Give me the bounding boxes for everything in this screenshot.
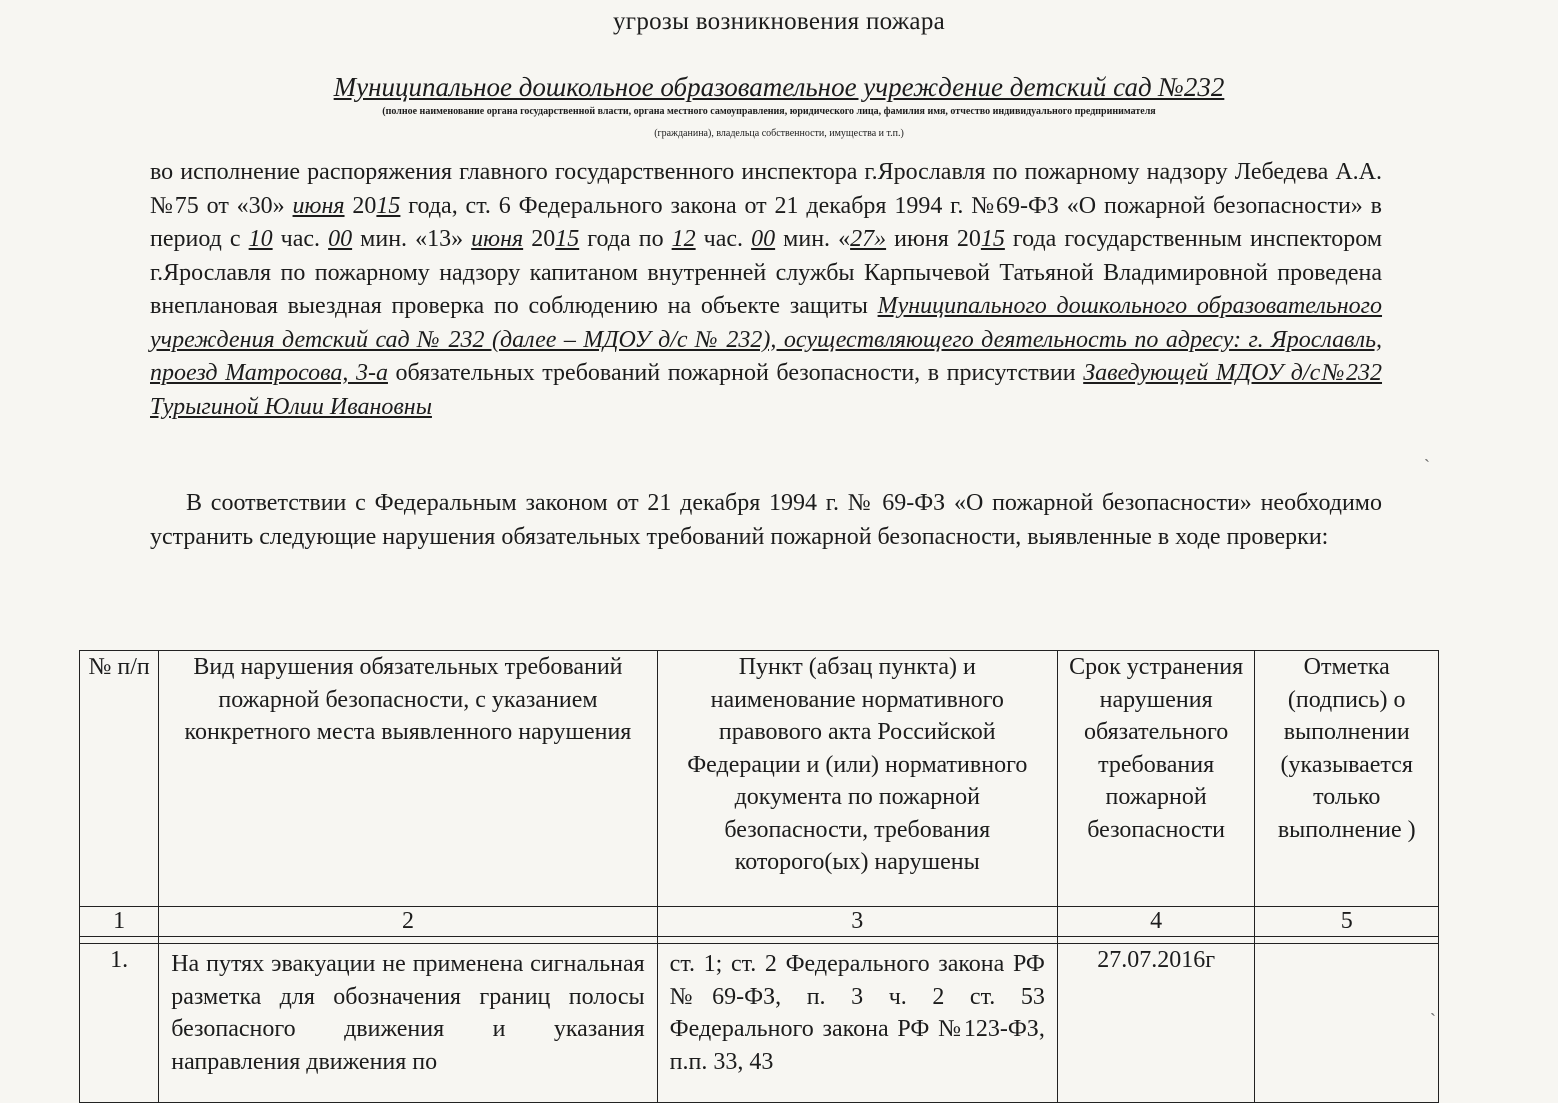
text: мин. « [775, 226, 851, 252]
text: 20 [523, 226, 556, 252]
table-row [80, 944, 1439, 1103]
column-number: 2 [159, 907, 657, 937]
table-spacer [80, 937, 1439, 944]
underlined-text: 00 [751, 226, 776, 252]
row-number: 1. [80, 944, 159, 1103]
spacer-cell [159, 937, 657, 944]
organization-note-line1: (полное наименование органа государственной власти, органа местного самоуправления, юридического лица, фамилия имя, отчество индивидуального предпринимателя [382, 106, 1156, 117]
text: года государственным инспектором г.Ярославля по пожарному надзору капитаном внутренней службы Карпычевой Татьяной Владимировной проведена внеплановая выездная проверка по соблюдению на объекте защиты [150, 226, 1383, 319]
table-header-row [80, 651, 1439, 907]
header-cell-mark: Отметка (подпись) о выполнении (указывается только выполнение ) [1255, 651, 1439, 907]
header-cell-deadline: Срок устранения нарушения обязательного требования пожарной безопасности [1057, 651, 1255, 907]
text: мин. «13» [352, 226, 472, 252]
violations-table [79, 650, 1439, 1103]
row-mark [1255, 944, 1439, 1103]
document-heading: угрозы возникновения пожара [612, 8, 946, 35]
header-cell-reference: Пункт (абзац пункта) и наименование нормативного правового акта Российской Федерации и (или) нормативного документа по пожарной безопасности, требования которого(ых) нарушены [657, 651, 1057, 907]
text: июня 20 [886, 226, 981, 252]
row-reference: ст. 1; ст. 2 Федерального закона РФ №69-ФЗ, п. 3 ч. 2 ст. 53 Федерального закона РФ №123-ФЗ, п.п. 33, 43 [657, 944, 1057, 1103]
underlined-text: 15 [980, 226, 1005, 252]
header-cell-violation: Вид нарушения обязательных требований пожарной безопасности, с указанием конкретного места выявленного нарушения [159, 651, 657, 907]
spacer-cell [80, 937, 159, 944]
text: час. [695, 226, 752, 252]
scan-mark: ` [1430, 1010, 1436, 1030]
spacer-cell [1255, 937, 1439, 944]
organization-note-line2: (гражданина), владельца собственности, имущества и т.п.) [654, 128, 904, 139]
spacer-cell [1057, 937, 1255, 944]
inspection-paragraph [150, 156, 1382, 424]
column-number: 3 [657, 907, 1057, 937]
column-number: 1 [80, 907, 159, 937]
column-number: 5 [1255, 907, 1439, 937]
row-violation: На путях эвакуации не применена сигнальная разметка для обозначения границ полосы безопасного движения и указания направления движения по [159, 944, 657, 1103]
text: час. [272, 226, 329, 252]
underlined-text: 15 [555, 226, 580, 252]
scan-mark: ` [1424, 456, 1430, 476]
underlined-text: 10 [248, 226, 273, 252]
underlined-text: Заведующей МДОУ д/с№232 Турыгиной Юлии Ивановны [150, 360, 1383, 420]
underlined-text: Муниципального дошкольного образовательного учреждения детский сад № 232 (далее – МДОУ д/с № 232), осуществляющего деятельность по адресу: г. Ярославль, проезд Матросова, 3-а [150, 293, 1383, 386]
column-number-row [80, 907, 1439, 937]
underlined-text: 12 [671, 226, 696, 252]
row-deadline: 27.07.2016г [1057, 944, 1255, 1103]
text: года, ст. 6 Федерального закона от 21 декабря 1994 г. №69-ФЗ «О пожарной безопасности» в период с [150, 192, 1382, 252]
organization-name: Муниципальное дошкольное образовательное учреждение детский сад №232 [333, 72, 1225, 102]
text: 20 [344, 192, 377, 219]
underlined-text: июня [292, 192, 345, 219]
text: года по [579, 226, 672, 252]
spacer-cell [657, 937, 1057, 944]
column-number: 4 [1057, 907, 1255, 937]
header-cell-number: № п/п [80, 651, 159, 907]
requirements-paragraph: В соответствии с Федеральным законом от 21 декабря 1994 г. № 69-ФЗ «О пожарной безопасности» необходимо устранить следующие нарушения обязательных требований пожарной безопасности, выявленные в ходе проверки: [150, 490, 1382, 550]
text: обязательных требований пожарной безопасности, в присутствии [387, 360, 1084, 386]
underlined-text: июня [471, 226, 524, 252]
underlined-text: 00 [328, 226, 353, 252]
underlined-text: 15 [376, 192, 401, 219]
underlined-text: 27» [850, 226, 887, 252]
text: во исполнение распоряжения главного государственного инспектора г.Ярославля по пожарному надзору Лебедева А.А. №75 от «30» [150, 159, 1382, 219]
